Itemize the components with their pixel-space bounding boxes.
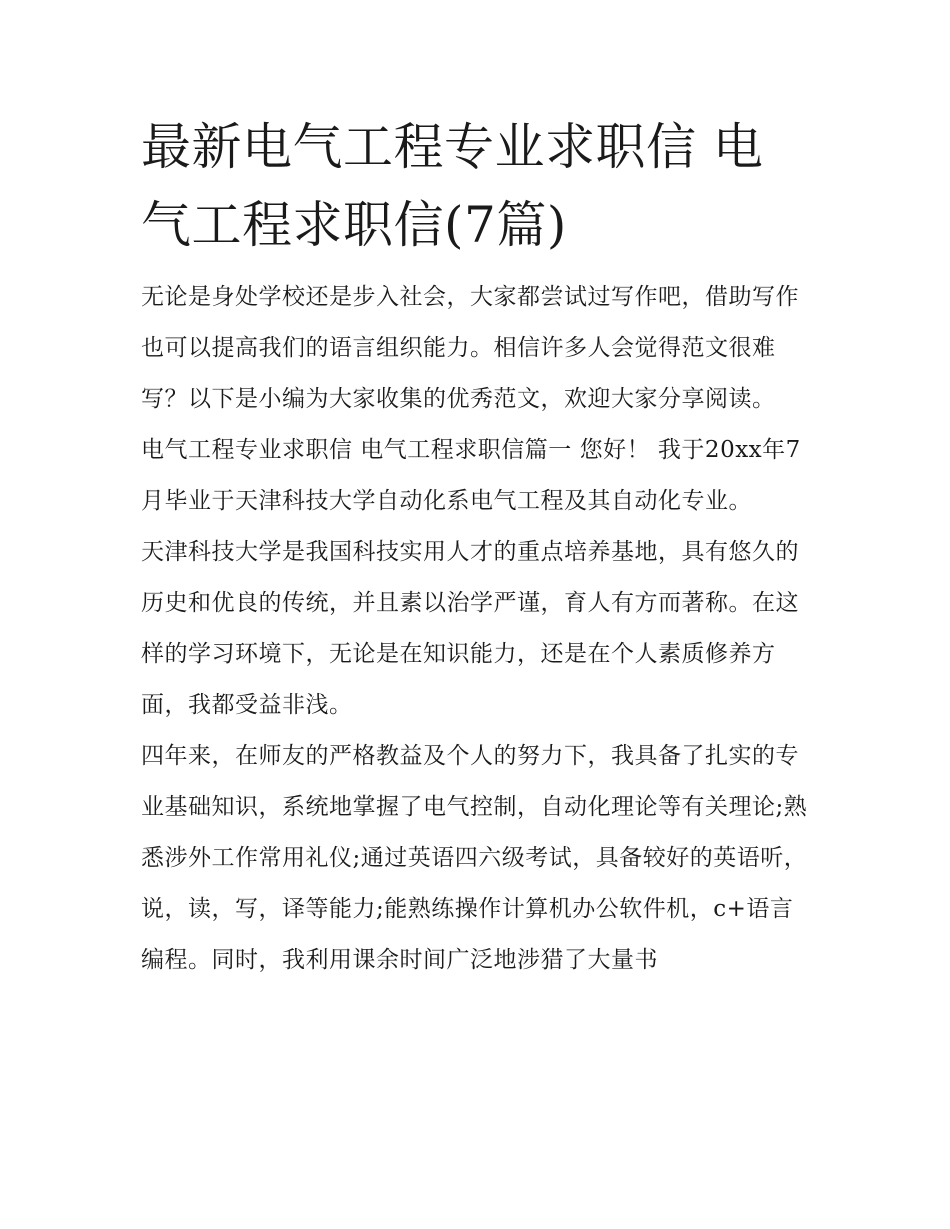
paragraph-greeting: 电气工程专业求职信 电气工程求职信篇一 您好！ 我于20xx年7月毕业于天津科技大学自动化系电气工程及其自动化专业。: [141, 437, 801, 514]
paragraph-intro: 无论是身处学校还是步入社会，大家都尝试过写作吧，借助写作也可以提高我们的语言组织能力。相信许多人会觉得范文很难写？以下是小编为大家收集的优秀范文，欢迎大家分享阅读。: [141, 284, 799, 412]
document-title: 最新电气工程专业求职信 电气工程求职信(7篇): [141, 118, 764, 254]
document-body: [141, 108, 813, 986]
paragraph-university: 天津科技大学是我国科技实用人才的重点培养基地，具有悠久的历史和优良的传统，并且素以治学严谨，育人有方而著称。在这样的学习环境下，无论是在知识能力，还是在个人素质修养方面，我都受益非浅。: [141, 539, 799, 718]
paragraph-skills: 四年来，在师友的严格教益及个人的努力下，我具备了扎实的专业基础知识，系统地掌握了电气控制，自动化理论等有关理论;熟悉涉外工作常用礼仪;通过英语四六级考试，具备较好的英语听，说，读，写，译等能力;能熟练操作计算机办公软件机，c+语言编程。同时，我利用课余时间广泛地涉猎了大量书: [141, 743, 808, 973]
